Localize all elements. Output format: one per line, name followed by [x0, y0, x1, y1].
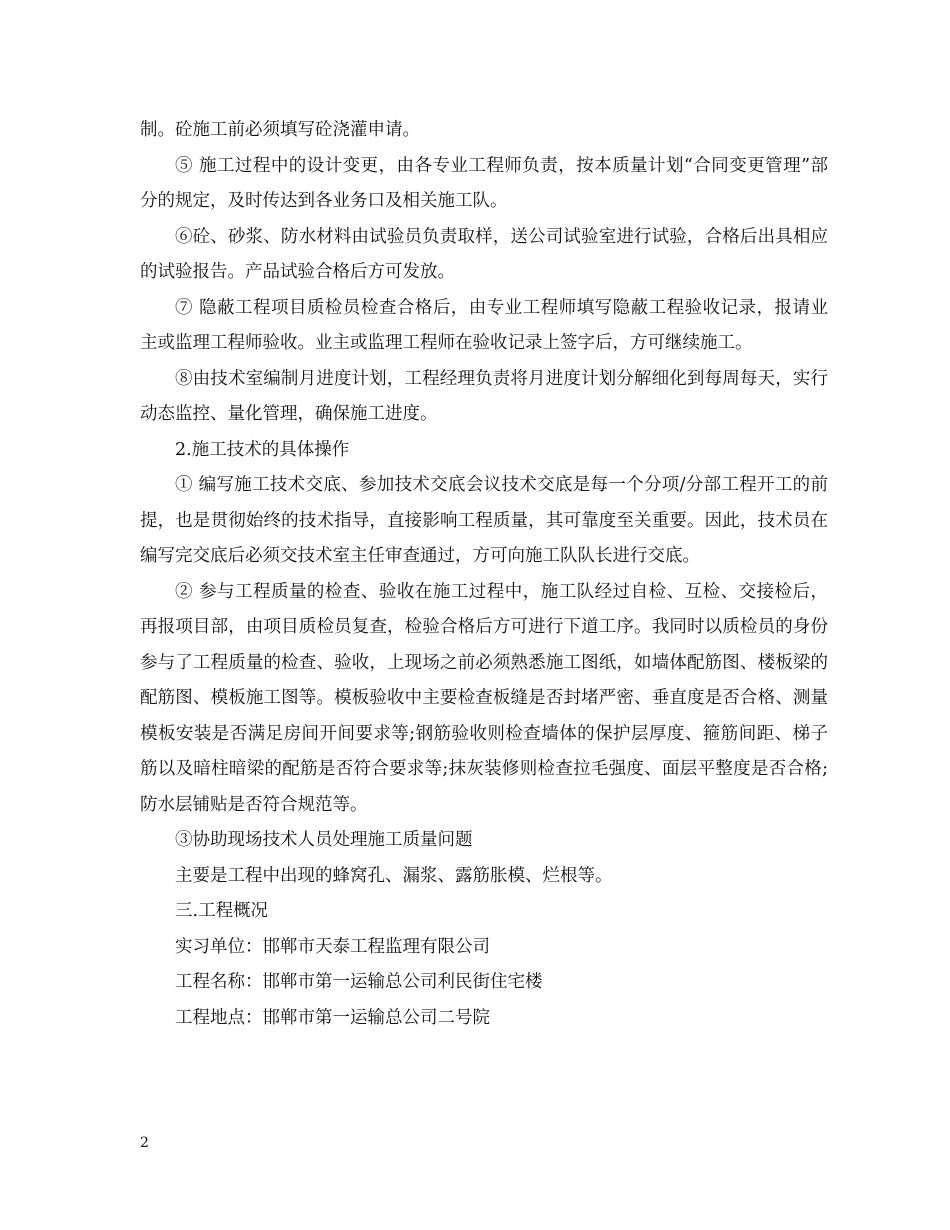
- section-heading: 三.工程概况: [175, 901, 269, 921]
- paragraph: ⑤ 施工过程中的设计变更，由各专业工程师负责，按本质量计划“合同变更管理”部分的规定，及时传达到各业务口及相关施工队。: [140, 155, 828, 211]
- page-number: 2: [140, 1135, 149, 1151]
- paragraph: ⑦ 隐蔽工程项目质检员检查合格后，由专业工程师填写隐蔽工程验收记录，报请业主或监理工程师验收。业主或监理工程师在验收记录上签字后，方可继续施工。: [140, 297, 828, 353]
- document-body: [140, 113, 828, 1036]
- info-line: 实习单位：邯郸市天泰工程监理有限公司: [175, 936, 490, 957]
- section-heading: 2.施工技术的具体操作: [175, 439, 350, 460]
- info-line: 工程名称：邯郸市第一运输总公司利民街住宅楼: [175, 972, 543, 992]
- paragraph: ⑥砼、砂浆、防水材料由试验员负责取样，送公司试验室进行试验，合格后出具相应的试验报告。产品试验合格后方可发放。: [140, 226, 828, 282]
- paragraph: ③协助现场技术人员处理施工质量问题: [175, 830, 473, 850]
- paragraph: 主要是工程中出现的蜂窝孔、漏浆、露筋胀模、烂根等。: [175, 865, 613, 886]
- info-line: 工程地点：邯郸市第一运输总公司二号院: [175, 1007, 490, 1028]
- paragraph: 制。砼施工前必须填写砼浇灌申请。: [140, 120, 420, 140]
- paragraph: ① 编写施工技术交底、参加技术交底会议技术交底是每一个分项/分部工程开工的前提，也是贯彻始终的技术指导，直接影响工程质量，其可靠度至关重要。因此，技术员在编写完交底后必须交技术室主任审查通过，方可向施工队队长进行交底。: [140, 475, 828, 566]
- paragraph: ⑧由技术室编制月进度计划，工程经理负责将月进度计划分解细化到每周每天，实行动态监控、量化管理，确保施工进度。: [140, 368, 828, 424]
- paragraph: ② 参与工程质量的检查、验收在施工过程中，施工队经过自检、互检、交接检后，再报项目部，由项目质检员复查，检验合格后方可进行下道工序。我同时以质检员的身份参与了工程质量的检查、验收，上现场之前必须熟悉施工图纸，如墙体配筋图、楼板梁的配筋图、模板施工图等。模板验收中主要检查板缝是否封堵严密、垂直度是否合格、测量模板安装是否满足房间开间要求等;钢筋验收则检查墙体的保护层厚度、箍筋间距、梯子筋以及暗柱暗梁的配筋是否符合要求等;抹灰装修则检查拉毛强度、面层平整度是否合格;防水层铺贴是否符合规范等。: [140, 581, 828, 815]
